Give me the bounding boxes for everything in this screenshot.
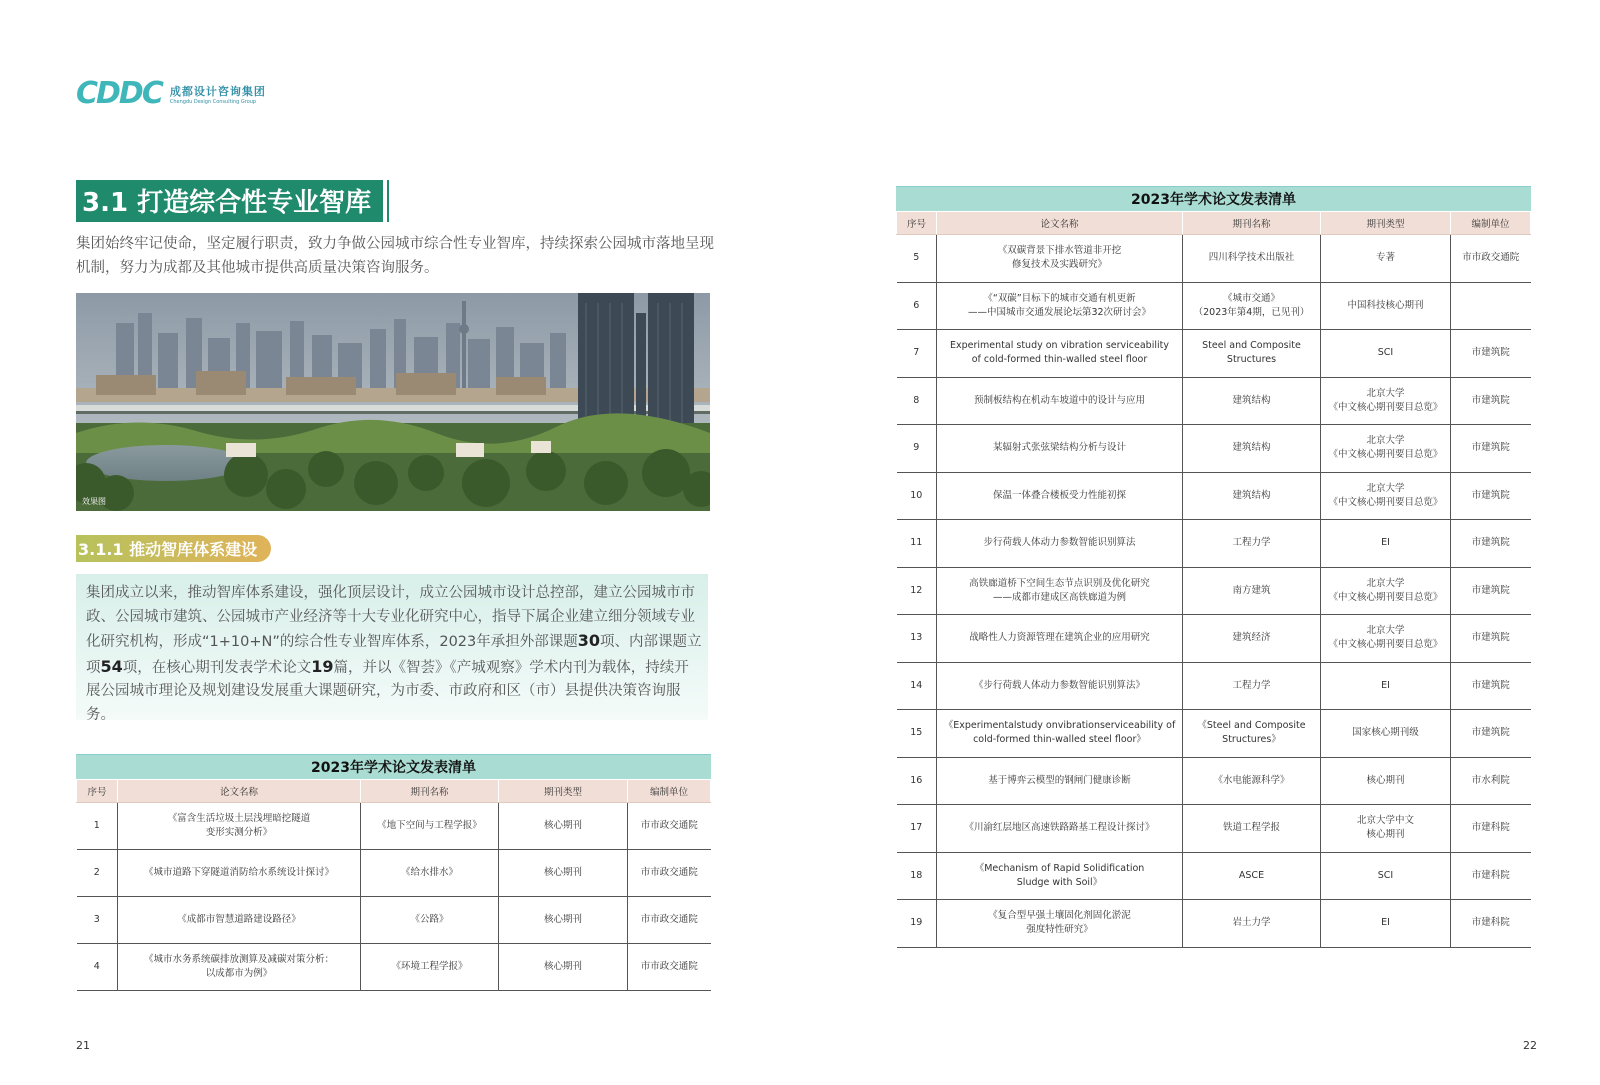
- table-title: 2023年学术论文发表清单: [76, 754, 711, 779]
- table-row: [897, 377, 1531, 425]
- author-unit: 市建筑院: [1451, 425, 1531, 473]
- row-number: 2: [77, 850, 118, 897]
- highlight-paragraph: 集团成立以来，推动智库体系建设，强化顶层设计，成立公园城市设计总控部，建立公园城市市政、公园城市建筑、公园城市产业经济等十大专业化研究中心，指导下属企业建立细分领域专业化研究机构，形成“1+10+N”的综合性专业智库体系，2023年承担外部课题30项、内部课题立项54项，在核心期刊发表学术论文19篇，并以《智荟》《产城观察》学术内刊为载体，持续开展公园城市理论及规划建设发展重大课题研究，为市委、市政府和区（市）县提供决策咨询服务。: [86, 585, 702, 723]
- paper-title: 《“双碳”目标下的城市交通有机更新 ——中国城市交通发展论坛第32次研讨会》: [937, 282, 1183, 330]
- table-row: [897, 900, 1531, 948]
- journal-type: EI: [1321, 520, 1451, 568]
- journal-name: 《地下空间与工程学报》: [361, 803, 499, 850]
- row-number: 5: [897, 235, 937, 283]
- row-number: 19: [897, 900, 937, 948]
- external-topics-count: 30: [577, 631, 601, 650]
- journal-name: 南方建筑: [1183, 567, 1321, 615]
- col-header-unit: 编制单位: [628, 780, 711, 803]
- col-header-title: 论文名称: [118, 780, 361, 803]
- journal-name: 工程力学: [1183, 520, 1321, 568]
- row-number: 18: [897, 852, 937, 900]
- author-unit: 市水利院: [1451, 757, 1531, 805]
- journal-type: 北京大学 《中文核心期刊要目总览》: [1321, 567, 1451, 615]
- right-page: [800, 0, 1600, 1085]
- table-row: [897, 852, 1531, 900]
- company-logo: [76, 76, 266, 111]
- paper-title: 《步行荷载人体动力参数智能识别算法》: [937, 662, 1183, 710]
- journal-type: SCI: [1321, 852, 1451, 900]
- table-header-row: [77, 780, 711, 803]
- col-header-no: 序号: [77, 780, 118, 803]
- paper-title: 《城市道路下穿隧道消防给水系统设计探讨》: [118, 850, 361, 897]
- author-unit: 市建科院: [1451, 852, 1531, 900]
- logo-name-cn: 成都设计咨询集团: [169, 84, 266, 98]
- table-row: [897, 282, 1531, 330]
- journal-type: 北京大学 《中文核心期刊要目总览》: [1321, 615, 1451, 663]
- city-skyline-photo: [76, 293, 710, 511]
- journal-name: 《水电能源科学》: [1183, 757, 1321, 805]
- journal-name: 工程力学: [1183, 662, 1321, 710]
- table-row: [897, 710, 1531, 758]
- col-header-journal: 期刊名称: [361, 780, 499, 803]
- col-header-unit: 编制单位: [1451, 212, 1531, 235]
- row-number: 8: [897, 377, 937, 425]
- subsection-title: 3.1.1 推动智库体系建设: [76, 535, 271, 562]
- journal-name: 《公路》: [361, 897, 499, 944]
- author-unit: 市建筑院: [1451, 330, 1531, 378]
- author-unit: 市建筑院: [1451, 615, 1531, 663]
- journal-name: 四川科学技术出版社: [1183, 235, 1321, 283]
- col-header-title: 论文名称: [937, 212, 1183, 235]
- row-number: 12: [897, 567, 937, 615]
- table-row: [897, 520, 1531, 568]
- paper-title: 保温一体叠合楼板受力性能初探: [937, 472, 1183, 520]
- journal-type: 中国科技核心期刊: [1321, 282, 1451, 330]
- journal-type: 专著: [1321, 235, 1451, 283]
- journal-type: 核心期刊: [499, 850, 628, 897]
- row-number: 3: [77, 897, 118, 944]
- table-row: [897, 567, 1531, 615]
- author-unit: 市建科院: [1451, 900, 1531, 948]
- logo-name-en: Chengdu Design Consulting Group: [169, 98, 257, 105]
- row-number: 4: [77, 944, 118, 991]
- table-row: [897, 425, 1531, 473]
- row-number: 14: [897, 662, 937, 710]
- paper-title: Experimental study on vibration serviceability of cold-formed thin-walled steel floor: [937, 330, 1183, 378]
- paper-title: 高铁廊道桥下空间生态节点识别及优化研究 ——成都市建成区高铁廊道为例: [937, 567, 1183, 615]
- journal-type: 北京大学 《中文核心期刊要目总览》: [1321, 472, 1451, 520]
- journal-name: 《给水排水》: [361, 850, 499, 897]
- paper-title: 《富含生活垃圾土层浅埋暗挖隧道 变形实测分析》: [118, 803, 361, 850]
- author-unit: 市市政交通院: [628, 850, 711, 897]
- journal-name: 建筑结构: [1183, 472, 1321, 520]
- photo-caption: 效果图: [82, 497, 106, 506]
- internal-topics-count: 54: [100, 656, 123, 676]
- journal-name: 《Steel and Composite Structures》: [1183, 710, 1321, 758]
- journal-name: 建筑结构: [1183, 377, 1321, 425]
- table-row: [897, 472, 1531, 520]
- journal-type: 北京大学 《中文核心期刊要目总览》: [1321, 377, 1451, 425]
- paper-title: 战略性人力资源管理在建筑企业的应用研究: [937, 615, 1183, 663]
- journal-type: 核心期刊: [499, 803, 628, 850]
- row-number: 16: [897, 757, 937, 805]
- paper-title: 预制板结构在机动车坡道中的设计与应用: [937, 377, 1183, 425]
- journal-name: ASCE: [1183, 852, 1321, 900]
- author-unit: 市建筑院: [1451, 710, 1531, 758]
- journal-type: SCI: [1321, 330, 1451, 378]
- intro-paragraph: 集团始终牢记使命，坚定履行职责，致力争做公园城市综合性专业智库，持续探索公园城市落地呈现机制，努力为成都及其他城市提供高质量决策咨询服务。: [76, 236, 714, 276]
- table-header-row: [897, 212, 1531, 235]
- paper-title: 《复合型早强土壤固化剂固化淤泥 强度特性研究》: [937, 900, 1183, 948]
- page-number: 21: [76, 1039, 90, 1052]
- table-row: [77, 897, 711, 944]
- journal-type: 国家核心期刊级: [1321, 710, 1451, 758]
- journal-type: 北京大学 《中文核心期刊要目总览》: [1321, 425, 1451, 473]
- journal-name: Steel and Composite Structures: [1183, 330, 1321, 378]
- skyline-illustration: [76, 293, 710, 511]
- table-row: [897, 235, 1531, 283]
- paper-title: 《双碳背景下排水管道非开挖 修复技术及实践研究》: [937, 235, 1183, 283]
- row-number: 7: [897, 330, 937, 378]
- table-row: [77, 803, 711, 850]
- paper-title: 《成都市智慧道路建设路径》: [118, 897, 361, 944]
- table-title: 2023年学术论文发表清单: [896, 186, 1531, 211]
- author-unit: 市市政交通院: [628, 944, 711, 991]
- paper-title: 《Mechanism of Rapid Solidification Sludge with Soil》: [937, 852, 1183, 900]
- journal-type: EI: [1321, 900, 1451, 948]
- journal-type: 核心期刊: [1321, 757, 1451, 805]
- journal-type: EI: [1321, 662, 1451, 710]
- row-number: 17: [897, 805, 937, 853]
- col-header-type: 期刊类型: [499, 780, 628, 803]
- section-title: 3.1 打造综合性专业智库: [76, 180, 383, 222]
- journal-name: 《环境工程学报》: [361, 944, 499, 991]
- author-unit: 市建筑院: [1451, 520, 1531, 568]
- table-row: [897, 662, 1531, 710]
- row-number: 10: [897, 472, 937, 520]
- author-unit: 市市政交通院: [1451, 235, 1531, 283]
- author-unit: 市建筑院: [1451, 377, 1531, 425]
- col-header-journal: 期刊名称: [1183, 212, 1321, 235]
- author-unit: 市市政交通院: [628, 897, 711, 944]
- page-number: 22: [1523, 1039, 1537, 1052]
- col-header-type: 期刊类型: [1321, 212, 1451, 235]
- author-unit: 市建科院: [1451, 805, 1531, 853]
- paper-title: 基于博弈云模型的钢闸门健康诊断: [937, 757, 1183, 805]
- author-unit: 市建筑院: [1451, 662, 1531, 710]
- journal-name: 铁道工程学报: [1183, 805, 1321, 853]
- journal-type: 核心期刊: [499, 944, 628, 991]
- table-row: [897, 757, 1531, 805]
- paper-title: 《城市水务系统碳排放测算及减碳对策分析： 以成都市为例》: [118, 944, 361, 991]
- paper-title: 《Experimentalstudy onvibrationserviceability of cold-formed thin-walled steel floor》: [937, 710, 1183, 758]
- row-number: 9: [897, 425, 937, 473]
- table-row: [897, 615, 1531, 663]
- row-number: 11: [897, 520, 937, 568]
- publications-table-right: [896, 186, 1531, 948]
- journal-name: 建筑经济: [1183, 615, 1321, 663]
- journal-type: 北京大学中文 核心期刊: [1321, 805, 1451, 853]
- row-number: 15: [897, 710, 937, 758]
- papers-count: 19: [311, 656, 334, 676]
- author-unit: 市市政交通院: [628, 803, 711, 850]
- row-number: 1: [77, 803, 118, 850]
- logo-mark: CDDC: [76, 76, 162, 111]
- table-row: [77, 944, 711, 991]
- author-unit: [1451, 282, 1531, 330]
- publications-table-left: [76, 754, 711, 991]
- paper-title: 步行荷载人体动力参数智能识别算法: [937, 520, 1183, 568]
- table-row: [77, 850, 711, 897]
- col-header-no: 序号: [897, 212, 937, 235]
- journal-name: 建筑结构: [1183, 425, 1321, 473]
- paper-title: 某辐射式张弦梁结构分析与设计: [937, 425, 1183, 473]
- row-number: 13: [897, 615, 937, 663]
- table-row: [897, 805, 1531, 853]
- table-row: [897, 330, 1531, 378]
- journal-type: 核心期刊: [499, 897, 628, 944]
- journal-name: 岩土力学: [1183, 900, 1321, 948]
- row-number: 6: [897, 282, 937, 330]
- author-unit: 市建筑院: [1451, 472, 1531, 520]
- paper-title: 《川渝红层地区高速铁路路基工程设计探讨》: [937, 805, 1183, 853]
- author-unit: 市建筑院: [1451, 567, 1531, 615]
- journal-name: 《城市交通》 （2023年第4期，已见刊）: [1183, 282, 1321, 330]
